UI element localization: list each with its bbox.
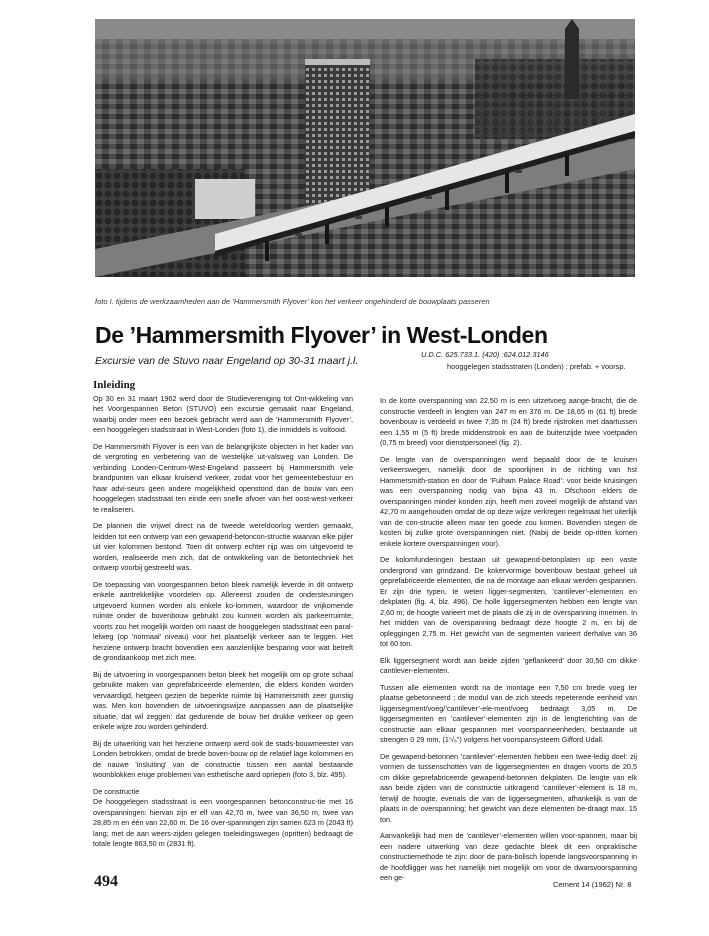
paragraph: De lengte van de overspanningen werd bepaald door de te kruisen verkeerswegen, namelijk door de spoorlijnen in de richting van hst Hammersmith-station en door de ’Fulham Palace Road’: voor beide kruisingen was een overspanning nodig van bijna 43 m. Ofschoon elders de overspanningen minder konden zijn, heeft men zoveel mogelijk de afstand van 42,70 m aangehouden omdat de op deze wijze verkregen regelmaat het uiterlijk van de con-structie alleen maar ten goede zou komen. Bovendien stegen de kosten bij zulke grote overspanningen niet. (Nabij de beide op-ritten komen enkele kortere overspanningen voor).	[380, 454, 637, 548]
right-column	[380, 396, 637, 890]
paragraph: De gewapend-betonnen ’cantilever’-elementen hebben een twee-ledig doel: zij vormen de tussenschotten van de liggersegmenten en dragen voorts de 20,5 cm dikke geprefabriceerde gewapend-betonnen dekplaten. De lengte van elk aan beide zijden van de constructie uitkragend ’cantilever’-element is 18 m, terwijl de hoogte, evenals die van de liggersegmenten, afhankelijk is van de plaats in de overspanning; het gewicht van deze elementen be-draagt max. 15 ton.	[380, 751, 637, 824]
udc-classification: U.D.C. 625.733.1. (420) :624.012.3146	[421, 350, 549, 359]
paragraph: De kolomfunderingen bestaan uit gewapend-betonplaten op een vaste ondergrond van grindzand. De kokervormige bovenbouw bestaat geheel uit geprefabriceerde elementen, die na de montage aan elkaar werden gespannen. Er zijn drie typen, te weten ligger-segmenten, ’cantilever’-elementen en dekplaten (fig. 4, blz. 496). De holle liggersegmenten hebben een lengte van 2,60 m; de hoogte varieert met de plaats die zij in de overspanning innemen. In het midden van de overspanning bedraagt deze hoogte 2 m, en bij de opleggingen 2,75 m. Het gewicht van de segmenten varieert derhalve van 36 tot 60 ton.	[380, 555, 637, 648]
paragraph: Bij de uitvoering in voorgespannen beton bleek het mogelijk om op grote schaal gebruikte maken van geprefabriceerde elementen, die elders konden worden vervaardigd, hetgeen gezien de beperkte ruimte bij Hammersmith zeer gunstig was. Men kon bovendien de uitvoeringswijze aanpassen aan de plaatselijke situatie, dat wil zeggen: dat gedurende de bouw het drukke verkeer op geen enkele wijze zou worden gehinderd.	[93, 669, 353, 731]
left-column	[93, 380, 353, 856]
photo-caption: foto I. tijdens de werkzaamheden aan de ’Hammersmith Flyover’ kon het verkeer ongehinderd de bouwplaats passeren	[95, 297, 490, 306]
paragraph: Elk liggersegment wordt aan beide zijden ’geflankeerd’ door 30,50 cm dikke cantilever-elementen.	[380, 655, 637, 675]
paragraph: De Hammersmith Flyover is een van de belangrijkste objecten in het kader van de vergroting en verbetering van de westelijke uit-valsweg van Londen. De verbinding Londen-Centrum-West-Engeland passeert bij Hammersmith vele brandpunten van elkaar kruisend verkeer, zodat voor het gemeentebestuur en haar advi-seurs geen andere mogelijkheid openstond dan de bouw van een hooggelegen stadsstraat ten einde een snelle afvoer van het oost-west-verkeer te realiseren.	[93, 441, 353, 514]
paragraph: Tussen alle elementen wordt na de montage een 7,50 cm brede voeg ter plaatse gebetonneerd ; de modul van de zich steeds repeterende eenheid van liggersegment/voeg/’cantilever’-ele-ment/voeg bedraagt 3,05 m. De liggersegmenten en ’cantilever’-elementen zijn in de lengterichting van de constructie aan elkaar gespannen met voorspanneenheden, bestaande uit strengen 0 29 mm, (1⁵/₈”) volgens het voorspansysteem Gifford Udall.	[380, 682, 637, 744]
section-heading-inleiding: Inleiding	[93, 379, 136, 391]
paragraph: Aanvankelijk had men de ’cantilever’-elementen willen voor-spannen, maar bij een nadere uitwerking van deze gedachte bleek dit een onpraktische constructiemethode te zijn: door de para-bolisch lopende langsvoorspanning in de hoofdligger was het namelijk niet mogelijk om voor de dwarsvoorspanning een ge-	[380, 831, 637, 882]
paragraph: Op 30 en 31 maart 1962 werd door de Studievereniging tot Ont-wikkeling van het Voorgespannen Beton (STUVO) een excursie gemaakt naar Engeland, waarbij onder meer een bezoek gebracht werd aan de ’Hammersmith Flyover’, een hooggelegen stadsstraat in West-Londen (foto 1), die inmiddels is voltooid.	[93, 393, 353, 434]
paragraph: De plannen die vrijwel direct na de tweede wereldoorlog werden gemaakt, leidden tot een ontwerp van een gewapend-betoncon-structie waarvan elke pijler uit vier kolommen bestond. Toen dit ontwerp echter rijp was om uitgevoerd te worden, realiseerde men zich, dat de ontwikkeling van de betontechniek het ontwerp voorbij gestreefd was.	[93, 521, 353, 572]
paragraph: De toepassing van voorgespannen beton bleek namelijk leverde in dit ontwerp enkele aantrekkelijke voordelen op. Allereerst zouden de ondersteuningen uitgevoerd kunnen worden als enkele ko-lommen, waardoor de vrijkomende ruimte onder de bovenbouw gebruikt zou kunnen worden als parkeerruimte; voorts zou het mogelijk worden om naast de hooggelegen stadsstraat een paral-lelweg (op ’normaal’ niveau) voor het plaatselijk verkeer aan te leggen. Het herziene ontwerp bracht bovendien een aanzienlijke besparing voor wat betreft de grondaankoop met zich mee.	[93, 579, 353, 662]
article-title: De ’Hammersmith Flyover’ in West-Londen	[95, 322, 548, 348]
article-subtitle: Excursie van de Stuvo naar Engeland op 30-31 maart j.l.	[95, 355, 359, 367]
flyover-photo-illustration	[95, 19, 635, 277]
flyover-aerial-photo	[95, 19, 635, 277]
section-heading-constructie: De constructie	[93, 786, 140, 796]
paragraph: In de korte overspanning van 22,50 m is een uitzetvoeg aange-bracht, die de constructie verdeelt in lengten van 247 m en 376 m. De 18,65 m (61 ft) brede bovenbouw is verdeeld in twee 7,35 m (24 ft) brede rijstroken met daartussen een 1,55 m (5 ft) brede middenstrook en aan de buitenzijde twee voetpaden (0,75 m breed) voor dienstpersoneel (fig. 2).	[380, 396, 637, 447]
paragraph: Bij de uitwerking van het herziene ontwerp werd ook de stads-bouwmeester van Londen betrokken, omdat de brede boven-bouw op de relatief lage kolommen en de nauwe ’insluiting’ van de constructie tussen een aantal bestaande woonblokken enige problemen van esthetische aard opriepen (foto 3, blz. 495).	[93, 738, 353, 779]
udc-keywords: hooggelegen stadsstraten (Londen) : prefab. + voorsp.	[447, 362, 626, 371]
paragraph: De hooggelegen stadsstraat is een voorgespannen betonconstruc-tie met 16 overspanningen: hiervan zijn er elf van 42,70 m, twee van 36,50 m, twee van 28,85 m en één van 22,60 m. De 16 over-spanningen zijn samen 623 m (2043 ft) lang; met de aan weers-zijden gelegen toeleidingswegen (opritten) bedraagt de totale lengte 863,50 m (2831 ft).	[93, 797, 353, 848]
page-number: 494	[94, 873, 118, 890]
journal-footer: Cement 14 (1962) Nr. 8	[553, 880, 632, 889]
